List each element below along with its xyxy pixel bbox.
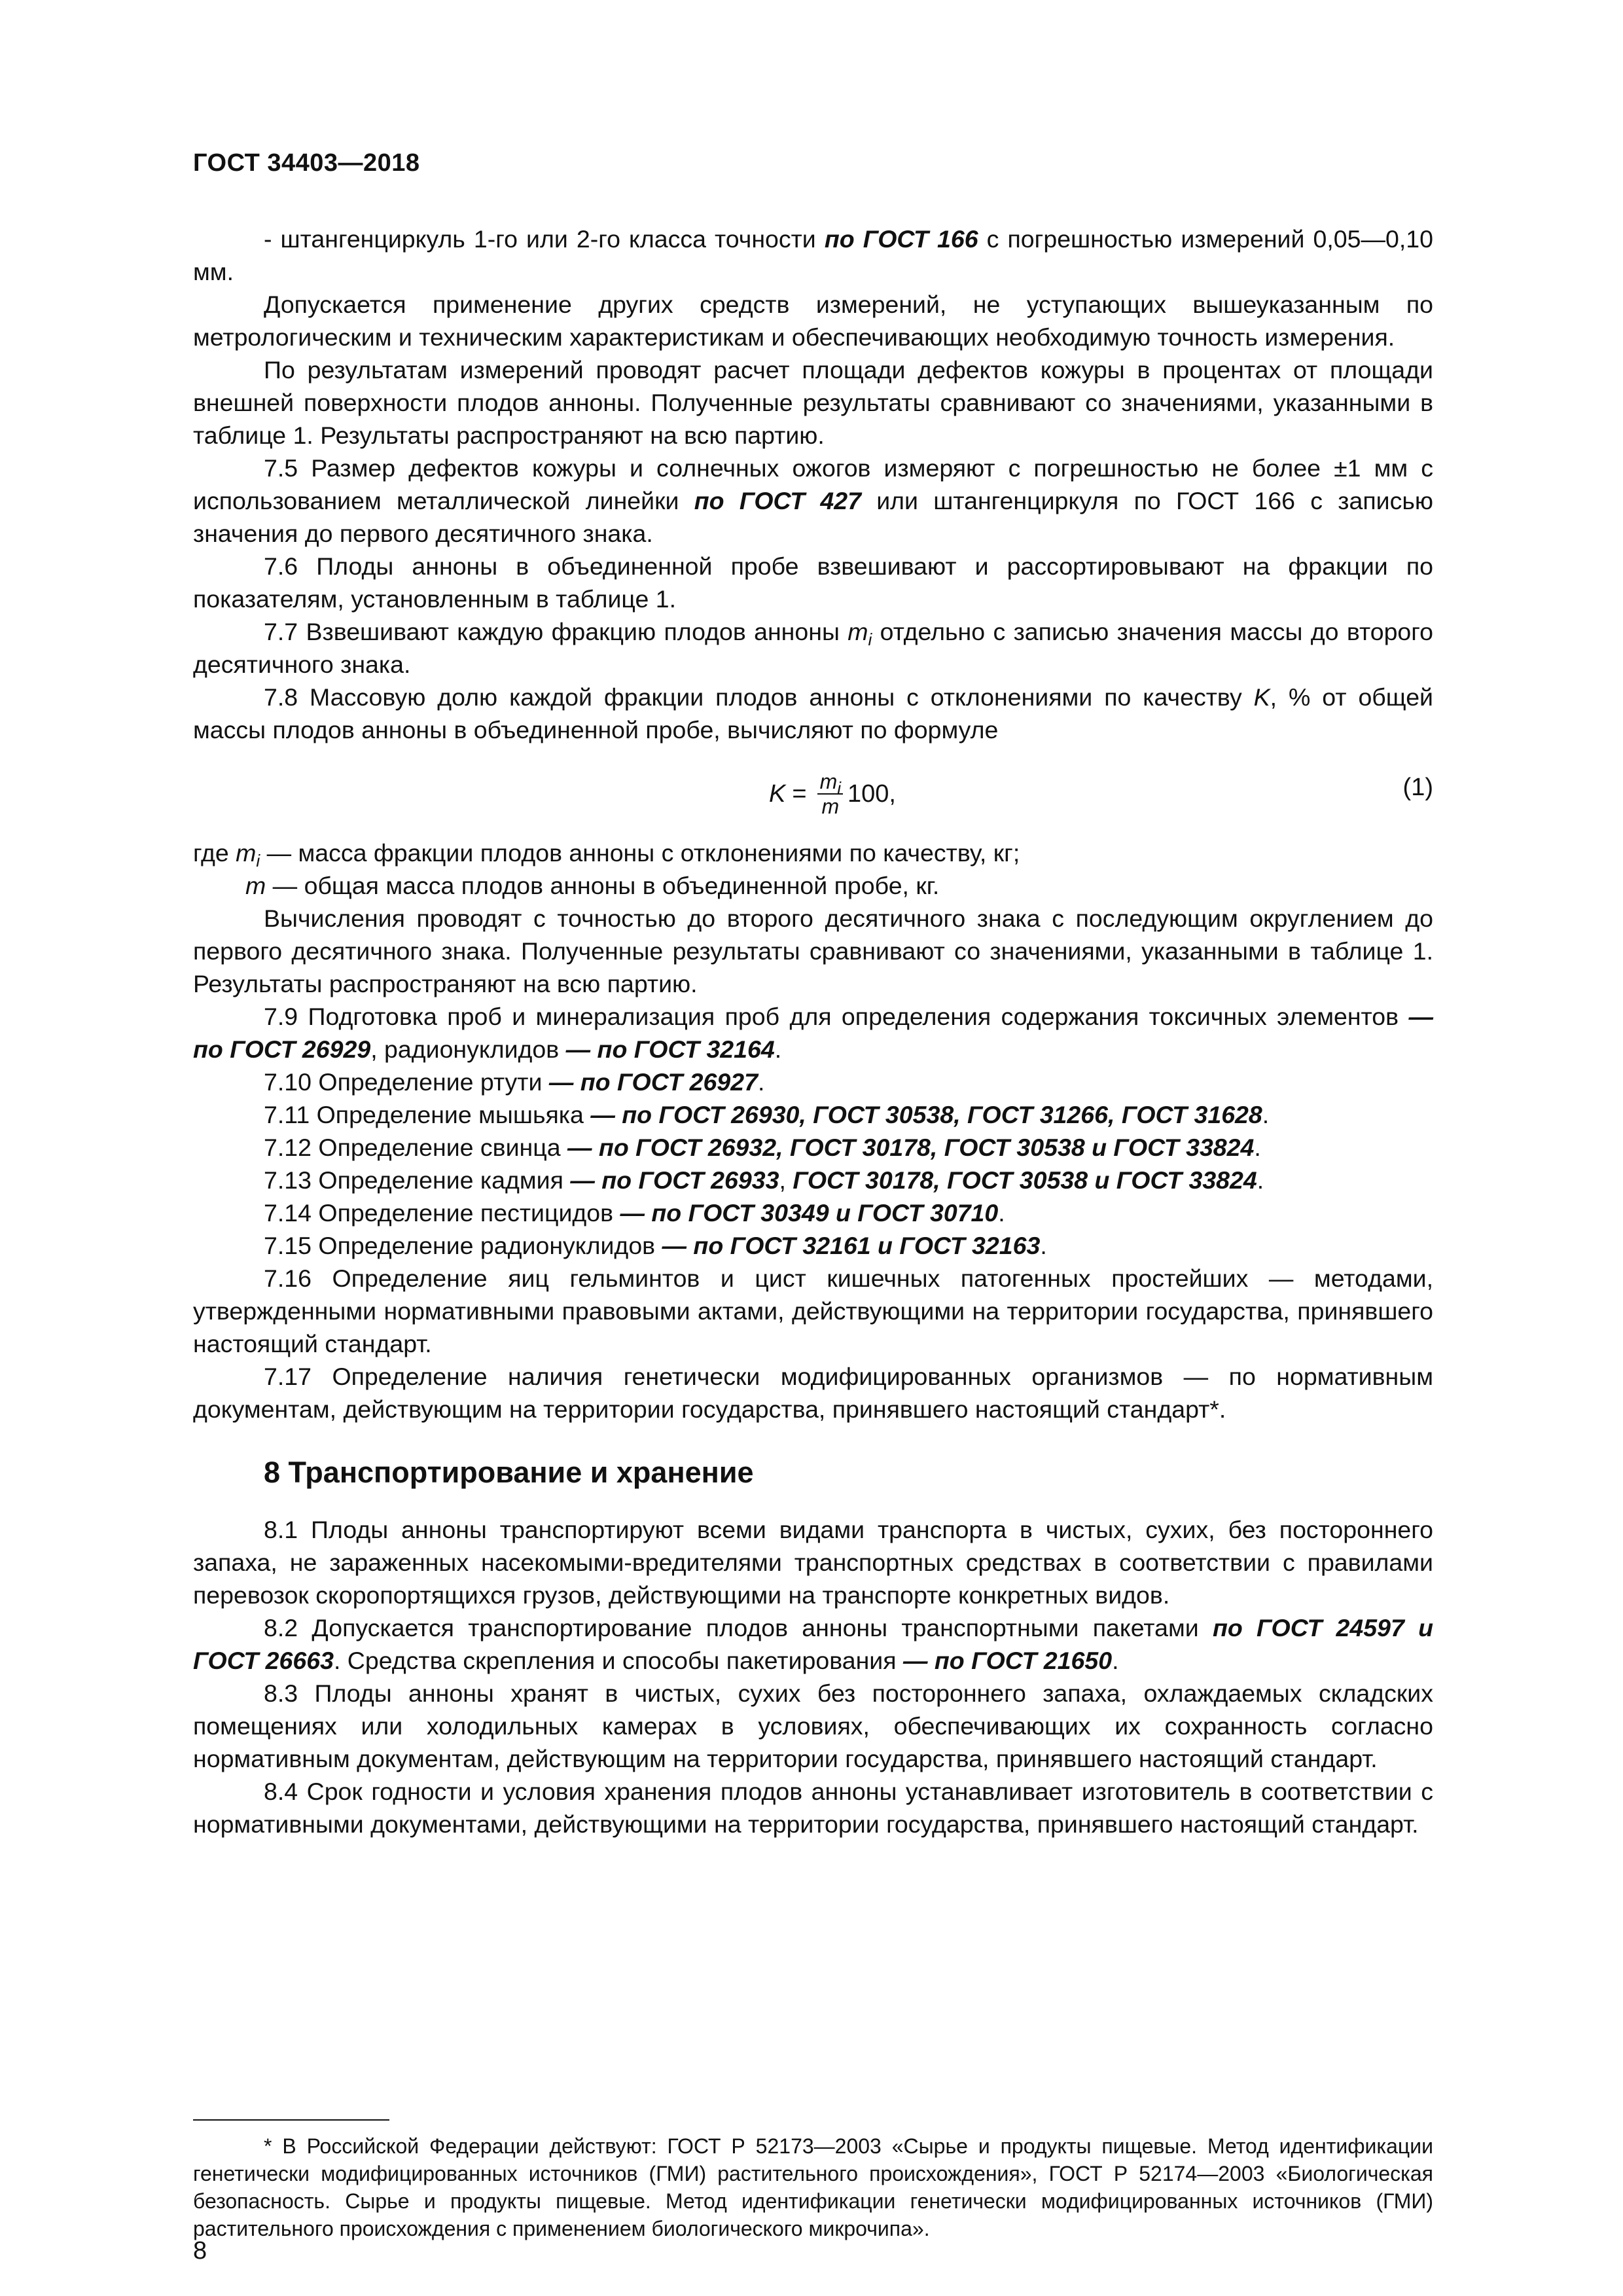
clause-7-14	[193, 1196, 1433, 1229]
where-mi	[193, 836, 1433, 869]
standard-reference: — по ГОСТ 26930, ГОСТ 30538, ГОСТ 31266, ГОСТ 31628	[590, 1101, 1262, 1128]
text: с погрешностью измерений 0,05—0,10 мм.	[193, 225, 1433, 285]
formula-fraction	[817, 770, 844, 818]
variable-k: K	[1253, 683, 1270, 711]
clause-7-10	[193, 1066, 1433, 1098]
clause-8-3: 8.3 Плоды анноны хранят в чистых, сухих без постороннего запаха, охлаждаемых складских помещениях или холодильных камерах в условиях, обеспечивающих их сохранность согласно нормативным документам, действующим на территории государства, принявшего настоящий стандарт.	[193, 1679, 1433, 1772]
paragraph-other-instruments: Допускается применение других средств измерений, не уступающих вышеуказанным по метрологическим и техническим характеристикам и обеспечивающих необходимую точность измерения.	[193, 291, 1433, 351]
where-m	[245, 869, 1433, 902]
clause-8-4: 8.4 Срок годности и условия хранения плодов анноны устанавливает изготовитель в соответствии с нормативными документами, действующими на территории государства, принявшего настоящий стандарт.	[193, 1778, 1433, 1838]
standard-reference: — по ГОСТ 26929	[193, 1003, 1433, 1063]
clause-7-13	[193, 1164, 1433, 1196]
standard-reference: — по ГОСТ 32161 и ГОСТ 32163	[662, 1232, 1041, 1259]
text: , радионуклидов	[370, 1035, 566, 1063]
text: , % от общей массы плодов анноны в объединенной пробе, вычисляют по формуле	[193, 683, 1434, 744]
text: .	[998, 1199, 1005, 1227]
text: .	[757, 1068, 765, 1096]
clause-7-9	[193, 1000, 1433, 1066]
paragraph-caliper	[193, 223, 1433, 288]
standard-reference: по ГОСТ 24597 и ГОСТ 26663	[193, 1614, 1433, 1674]
standard-reference: ГОСТ 30178, ГОСТ 30538 и ГОСТ 33824	[793, 1166, 1257, 1194]
text: 7.12 Определение свинца	[264, 1134, 568, 1161]
document-header: ГОСТ 34403—2018	[193, 149, 420, 177]
text: . Средства скрепления и способы пакетирования	[333, 1647, 903, 1674]
text: .	[1257, 1166, 1264, 1194]
clause-7-7	[193, 615, 1433, 681]
page-number: 8	[193, 2237, 207, 2265]
formula-equals: =	[792, 780, 807, 808]
clause-7-11	[193, 1098, 1433, 1131]
text: 7.13 Определение кадмия	[264, 1166, 571, 1194]
text: 7.9 Подготовка проб и минерализация проб для определения содержания токсичных элементов	[264, 1003, 1409, 1030]
variable-m: m	[847, 618, 868, 645]
clause-7-12	[193, 1131, 1433, 1164]
text: или штангенциркуля по ГОСТ 166 с записью значения до первого десятичного знака.	[193, 487, 1434, 547]
section-heading: 8 Транспортирование и хранение	[264, 1456, 754, 1489]
standard-reference: по ГОСТ 166	[824, 225, 978, 253]
clause-7-16: 7.16 Определение яиц гельминтов и цист кишечных патогенных простейших — методами, утвержденными нормативными правовыми актами, действующими на территории государства, принявшего настоящий стандарт.	[193, 1265, 1433, 1357]
text: — общая масса плодов анноны в объединенной пробе, кг.	[266, 872, 940, 899]
text: .	[774, 1035, 782, 1063]
footnote-separator	[193, 2119, 389, 2121]
text: 7.8 Массовую долю каждой фракции плодов анноны с отклонениями по качеству	[264, 683, 1254, 711]
variable-m: m	[236, 839, 257, 867]
clause-8-1: 8.1 Плоды анноны транспортируют всеми видами транспорта в чистых, сухих, без постороннего запаха, не зараженных насекомыми-вредителями транспортных средствах в соответствии с правилами перевозок скоропортящихся грузов, действующими на транспорте конкретных видов.	[193, 1516, 1433, 1609]
variable-m: m	[245, 872, 266, 899]
text: 7.5 Размер дефектов кожуры и солнечных ожогов измеряют с погрешностью не более ±1 мм с использованием металлической линейки	[193, 454, 1433, 514]
standard-reference: — по ГОСТ 30349 и ГОСТ 30710	[620, 1199, 999, 1227]
text: .	[1262, 1101, 1270, 1128]
standard-reference: по ГОСТ 427	[694, 487, 861, 514]
formula-lhs: K	[769, 780, 786, 808]
text: 7.7 Взвешивают каждую фракцию плодов анноны	[264, 618, 848, 645]
text: — масса фракции плодов анноны с отклонениями по качеству, кг;	[260, 839, 1020, 867]
standard-reference: — по ГОСТ 26933	[570, 1166, 779, 1194]
subscript-i: i	[837, 778, 841, 798]
document-body	[193, 223, 1433, 1840]
text: .	[1040, 1232, 1047, 1259]
text: 7.14 Определение пестицидов	[264, 1199, 620, 1227]
equation-number: (1)	[1402, 774, 1433, 801]
text: 7.10 Определение ртути	[264, 1068, 549, 1096]
text: ,	[779, 1166, 793, 1194]
text: 8.2 Допускается транспортирование плодов анноны транспортными пакетами	[264, 1614, 1213, 1641]
subscript-i: i	[868, 630, 872, 649]
text: где	[193, 839, 236, 867]
standard-reference: — по ГОСТ 26932, ГОСТ 30178, ГОСТ 30538 и ГОСТ 33824	[567, 1134, 1255, 1161]
standard-reference: — по ГОСТ 26927	[548, 1068, 758, 1096]
paragraph-measurement-results: По результатам измерений проводят расчет площади дефектов кожуры в процентах от площади внешней поверхности плодов анноны. Полученные результаты сравнивают со значениями, указанными в таблице 1. Результаты распространяют на всю партию.	[193, 356, 1433, 449]
subscript-i: i	[256, 851, 260, 870]
text: .	[1112, 1647, 1119, 1674]
text: - штангенциркуль 1-го или 2-го класса точности	[264, 225, 825, 253]
clause-8-2	[193, 1611, 1433, 1677]
footnote: * В Российской Федерации действуют: ГОСТ Р 52173—2003 «Сырье и продукты пищевые. Метод идентификации генетически модифицированных источников (ГМИ) растительного происхождения», ГОСТ Р 52174—2003 «Биологическая безопасность. Сырье и продукты пищевые. Метод идентификации генетически модифицированных источников (ГМИ) растительного происхождения с применением биологического микрочипа».	[193, 2134, 1433, 2240]
clause-7-6: 7.6 Плоды анноны в объединенной пробе взвешивают и рассортировывают на фракции по показателям, установленным в таблице 1.	[193, 552, 1433, 613]
formula	[769, 770, 896, 818]
paragraph-calculations: Вычисления проводят с точностью до второго десятичного знака с последующим округлением до первого десятичного знака. Полученные результаты сравнивают со значениями, указанными в таблице 1. Результаты распространяют на всю партию.	[193, 905, 1433, 997]
clause-7-8	[193, 681, 1433, 746]
text: 7.15 Определение радионуклидов	[264, 1232, 662, 1259]
standard-reference: — по ГОСТ 32164	[565, 1035, 775, 1063]
clause-7-17: 7.17 Определение наличия генетически модифицированных организмов — по нормативным документам, действующим на территории государства, принявшего настоящий стандарт*.	[193, 1363, 1433, 1423]
text: .	[1254, 1134, 1261, 1161]
text: m	[819, 770, 838, 793]
standard-reference: — по ГОСТ 21650	[902, 1647, 1113, 1674]
clause-7-15	[193, 1229, 1433, 1262]
formula-rhs: 100,	[847, 780, 896, 808]
fraction-denominator: m	[817, 793, 843, 818]
fraction-numerator	[817, 770, 844, 798]
formula-row	[193, 759, 1433, 827]
text: отдельно с записью значения массы до второго десятичного знака.	[193, 618, 1433, 678]
clause-7-5	[193, 452, 1433, 550]
text: 7.11 Определение мышьяка	[264, 1101, 591, 1128]
